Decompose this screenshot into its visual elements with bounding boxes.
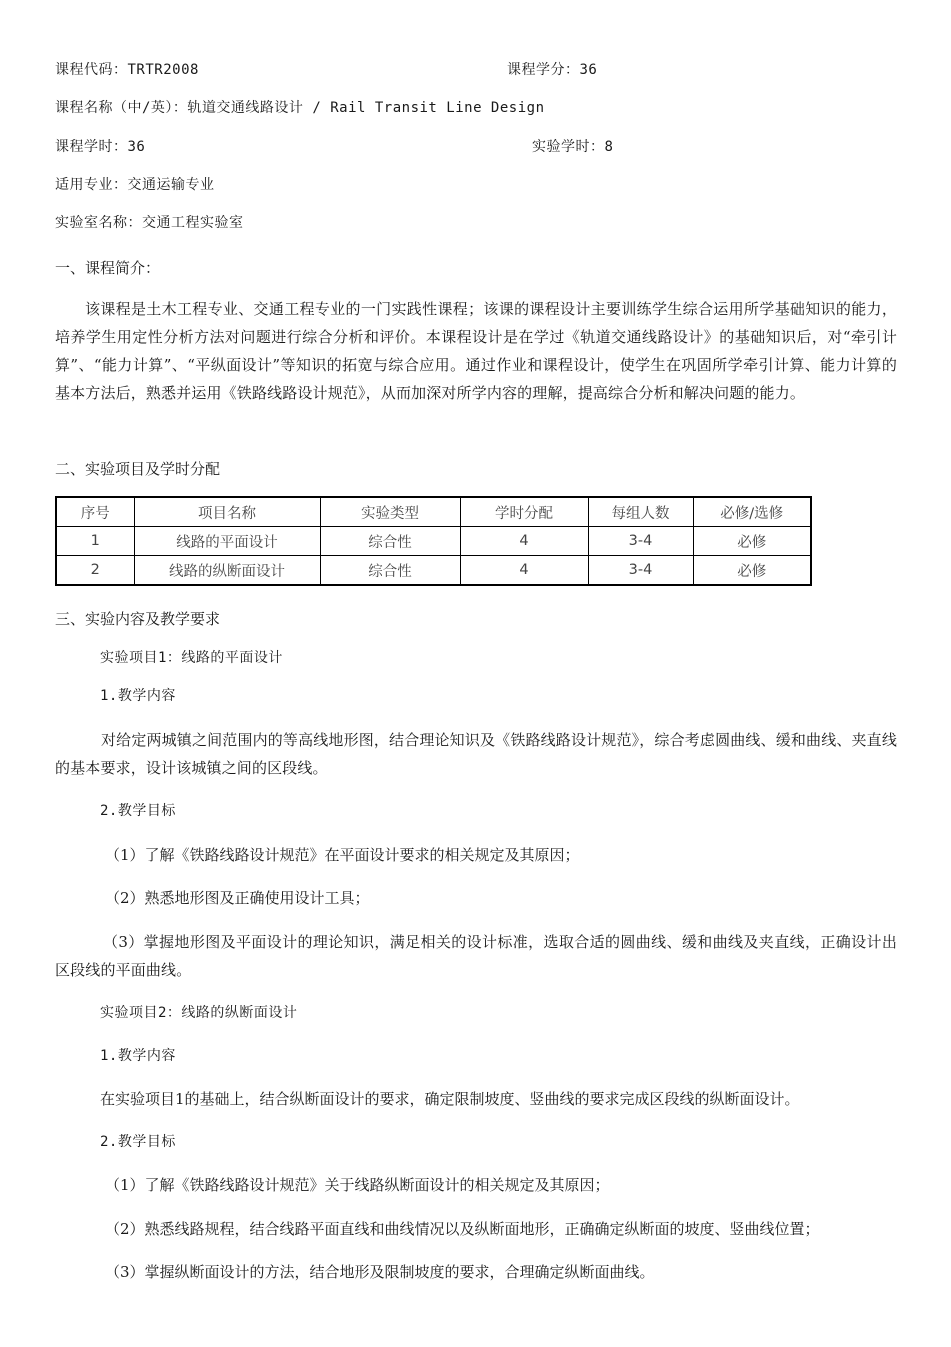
project-1-goal-2: （2）熟悉地形图及正确使用设计工具；	[105, 889, 370, 907]
project-2-content: 在实验项目1的基础上，结合纵断面设计的要求，确定限制坡度、竖曲线的要求完成区段线的纵断面设计。	[100, 1090, 800, 1108]
table-header-cell: 实验类型	[320, 497, 460, 527]
project-1-goals-title: 2.教学目标	[100, 803, 176, 819]
table-header-cell: 序号	[56, 497, 134, 527]
table-header-cell: 学时分配	[460, 497, 588, 527]
project-2-content-title: 1.教学内容	[100, 1048, 176, 1064]
table-cell: 1	[56, 527, 134, 556]
table-cell: 2	[56, 556, 134, 586]
project-2-goal-2: （2）熟悉线路规程，结合线路平面直线和曲线情况以及纵断面地形，正确确定纵断面的坡度、竖曲线位置；	[105, 1220, 820, 1238]
table-cell: 4	[460, 527, 588, 556]
lab-hours: 实验学时：8	[532, 139, 614, 155]
applicable-major: 适用专业：交通运输专业	[55, 177, 215, 193]
section-3-title: 三、实验内容及教学要求	[55, 610, 221, 628]
section-2-title: 二、实验项目及学时分配	[55, 460, 221, 478]
project-1-content: 对给定两城镇之间范围内的等高线地形图，结合理论知识及《铁路线路设计规范》，综合考虑圆曲线、缓和曲线、夹直线的基本要求，设计该城镇之间的区段线。	[55, 731, 897, 777]
course-name: 课程名称（中/英）：轨道交通线路设计 / Rail Transit Line Design	[55, 100, 545, 116]
table-cell: 必修	[693, 527, 811, 556]
table-cell: 3-4	[588, 556, 693, 586]
lab-name: 实验室名称：交通工程实验室	[55, 215, 244, 231]
project-1-content-title: 1.教学内容	[100, 688, 176, 704]
table-row	[56, 556, 811, 586]
table-cell: 综合性	[320, 527, 460, 556]
project-2-goal-1: （1）了解《铁路线路设计规范》关于线路纵断面设计的相关规定及其原因；	[105, 1176, 610, 1194]
table-cell: 4	[460, 556, 588, 586]
project-2-goal-3: （3）掌握纵断面设计的方法，结合地形及限制坡度的要求，合理确定纵断面曲线。	[105, 1263, 655, 1281]
table-cell: 线路的平面设计	[134, 527, 320, 556]
lab-projects-table	[55, 496, 812, 586]
project-2-title: 实验项目2：线路的纵断面设计	[100, 1005, 298, 1021]
table-header-cell: 必修/选修	[693, 497, 811, 527]
table-row	[56, 527, 811, 556]
table-cell: 综合性	[320, 556, 460, 586]
table-header-row	[56, 497, 811, 527]
table-cell: 线路的纵断面设计	[134, 556, 320, 586]
course-credit: 课程学分：36	[507, 62, 598, 78]
table-cell: 3-4	[588, 527, 693, 556]
project-2-goals-title: 2.教学目标	[100, 1134, 176, 1150]
course-code: 课程代码：TRTR2008	[55, 62, 199, 78]
course-intro-paragraph: 该课程是土木工程专业、交通工程专业的一门实践性课程；该课的课程设计主要训练学生综合运用所学基础知识的能力，培养学生用定性分析方法对问题进行综合分析和评价。本课程设计是在学过《轨道交通线路设计》的基础知识后，对“牵引计算”、“能力计算”、“平纵面设计”等知识的拓宽与综合应用。通过作业和课程设计，使学生在巩固所学牵引计算、能力计算的基本方法后，熟悉并运用《铁路线路设计规范》，从而加深对所学内容的理解，提高综合分析和解决问题的能力。	[55, 300, 897, 402]
table-header-cell: 每组人数	[588, 497, 693, 527]
table-cell: 必修	[693, 556, 811, 586]
project-1-title: 实验项目1：线路的平面设计	[100, 650, 283, 666]
project-1-goal-3: （3）掌握地形图及平面设计的理论知识，满足相关的设计标准，选取合适的圆曲线、缓和曲线及夹直线，正确设计出区段线的平面曲线。	[55, 933, 897, 979]
course-hours: 课程学时：36	[55, 139, 146, 155]
section-1-title: 一、课程简介：	[55, 259, 161, 277]
project-1-goal-1: （1）了解《铁路线路设计规范》在平面设计要求的相关规定及其原因；	[105, 846, 580, 864]
table-header-cell: 项目名称	[134, 497, 320, 527]
